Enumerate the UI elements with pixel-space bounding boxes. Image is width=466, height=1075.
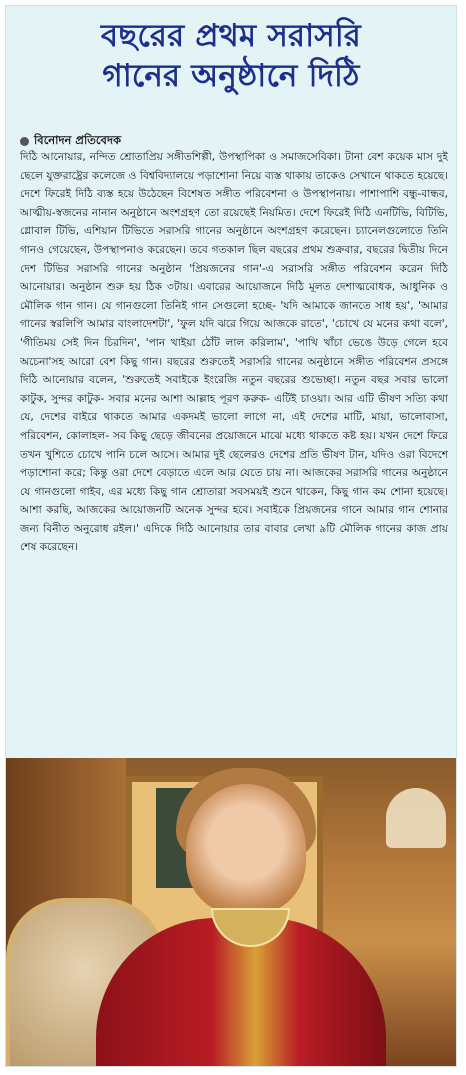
news-clipping: [6, 6, 456, 1066]
byline-text: বিনোদন প্রতিবেদক: [34, 133, 122, 147]
bullet-icon: [20, 137, 29, 146]
photo-face: [186, 784, 306, 914]
headline: [6, 16, 456, 96]
article-paragraph: দিঠি আনোয়ার, নন্দিত শ্রোতাপ্রিয় সঙ্গীতশিল্পী, উপস্থাপিকা ও সমাজসেবিকা। টানা বেশ কয়েক মাস দুই ছেলে যুক্তরাষ্ট্রের কলেজে ও বিশ্ববিদ্যালয়ে পড়াশোনা নিয়ে ব্যস্ত থাকায় তাকেও সেখানে থাকতে হয়েছে। দেশে ফিরেই দিঠি ব্যস্ত হয়ে উঠেছেন বিশেষত সঙ্গীত পরিবেশনা ও উপস্থাপনায়। পাশাপাশি বন্ধু-বান্ধব, আত্মীয়-স্বজনের নানান অনুষ্ঠানে অংশগ্রহণ তো রয়েছেই নিয়মিত। দেশে ফিরেই দিঠি এনটিভি, বিটিভি, গ্লোবাল টিভি, এশিয়ান টিভিতে সরাসরি গানের অনুষ্ঠানে অংশগ্রহণ করেছেন। চ্যানেলগুলোতে তিনি গানও গেয়েছেন, উপস্থাপনাও করেছেন। তবে গতকাল ছিল বছরের প্রথম শুক্রবার, বছরের দ্বিতীয় দিনে দেশ টিভির সরাসরি গানের অনুষ্ঠান 'প্রিয়জনের গান'-এ সরাসরি সঙ্গীত পরিবেশন করেন দিঠি আনোয়ার। অনুষ্ঠান শুরু হয় ঠিক ৩টায়। এবারের আয়োজনে দিঠি মূলত দেশাত্মবোধক, আধুনিক ও মৌলিক গান গান। যে গানগুলো তিনিই গান সেগুলো হচ্ছে- 'যদি আমাকে জানতে সাধ হয়', 'আমার গানের স্বরলিপি আমার বাংলাদেশটা', 'ফুল যদি ঝরে গিয়ে আজকে রাতে', 'চোখে যে মনের কথা বলে', 'গীতিময় সেই দিন চিরদিন', 'পান খাইয়া ঠোঁট লাল করিলাম', 'পাখি খাঁচা ভেঙে উড়ে গেলে হবে অচেনা'সহ আরো বেশ কিছু গান। বছরের শুরুতেই সরাসরি গানের অনুষ্ঠানে সঙ্গীত পরিবেশন প্রসঙ্গে দিঠি আনোয়ার বলেন, 'শুরুতেই সবাইকে ইংরেজি নতুন বছরের শুভেচ্ছা। নতুন বছর সবার ভালো কাটুক, সুন্দর কাটুক- সবার মনের আশা আল্লাহ পূরণ করুক- এটিই চাওয়া। আর এটি ভীষণ সত্যি কথা যে, দেশের বাইরে থাকতে আমার একদমই ভালো লাগে না, এই দেশের মাটি, মায়া, ভালোবাসা, পরিবেশন, কোলাহল- সব কিছু ছেড়ে জীবনের প্রয়োজনে মাঝে মধ্যে থাকতে কষ্ট হয়। যখন দেশে ফিরে তখন খুশিতে চোখে পানি চলে আসে। আমার দুই ছেলেরও দেশের প্রতি ভীষণ টান, যদিও ওরা বিদেশে পড়াশোনা করে; কিন্তু ওরা দেশে বেড়াতে এলে আর যেতে চায় না। আজকের সরাসরি গানের অনুষ্ঠানে যে গানগুলো গাইব, এর মধ্যে কিছু গান শ্রোতারা সবসময়ই শুনে থাকেন, কিছু গান কম শোনা হয়েছে। আশা করছি, আজকের আয়োজনটি অনেক সুন্দর হবে। সবাইকে প্রিয়জনের গানে আমার গান শোনার জন্য বিনীত অনুরোধ রইল।' এদিকে দিঠি আনোয়ার তার বাবার লেখা ৯টি মৌলিক গানের কাজ প্রায় শেষ করেছেন।: [20, 151, 448, 554]
article-photo: [6, 758, 456, 1066]
article-body: [20, 148, 448, 752]
headline-line-2: গানের অনুষ্ঠানে দিঠি: [102, 58, 360, 94]
photo-lamp: [386, 788, 446, 848]
headline-line-1: বছরের প্রথম সরাসরি: [100, 18, 362, 54]
